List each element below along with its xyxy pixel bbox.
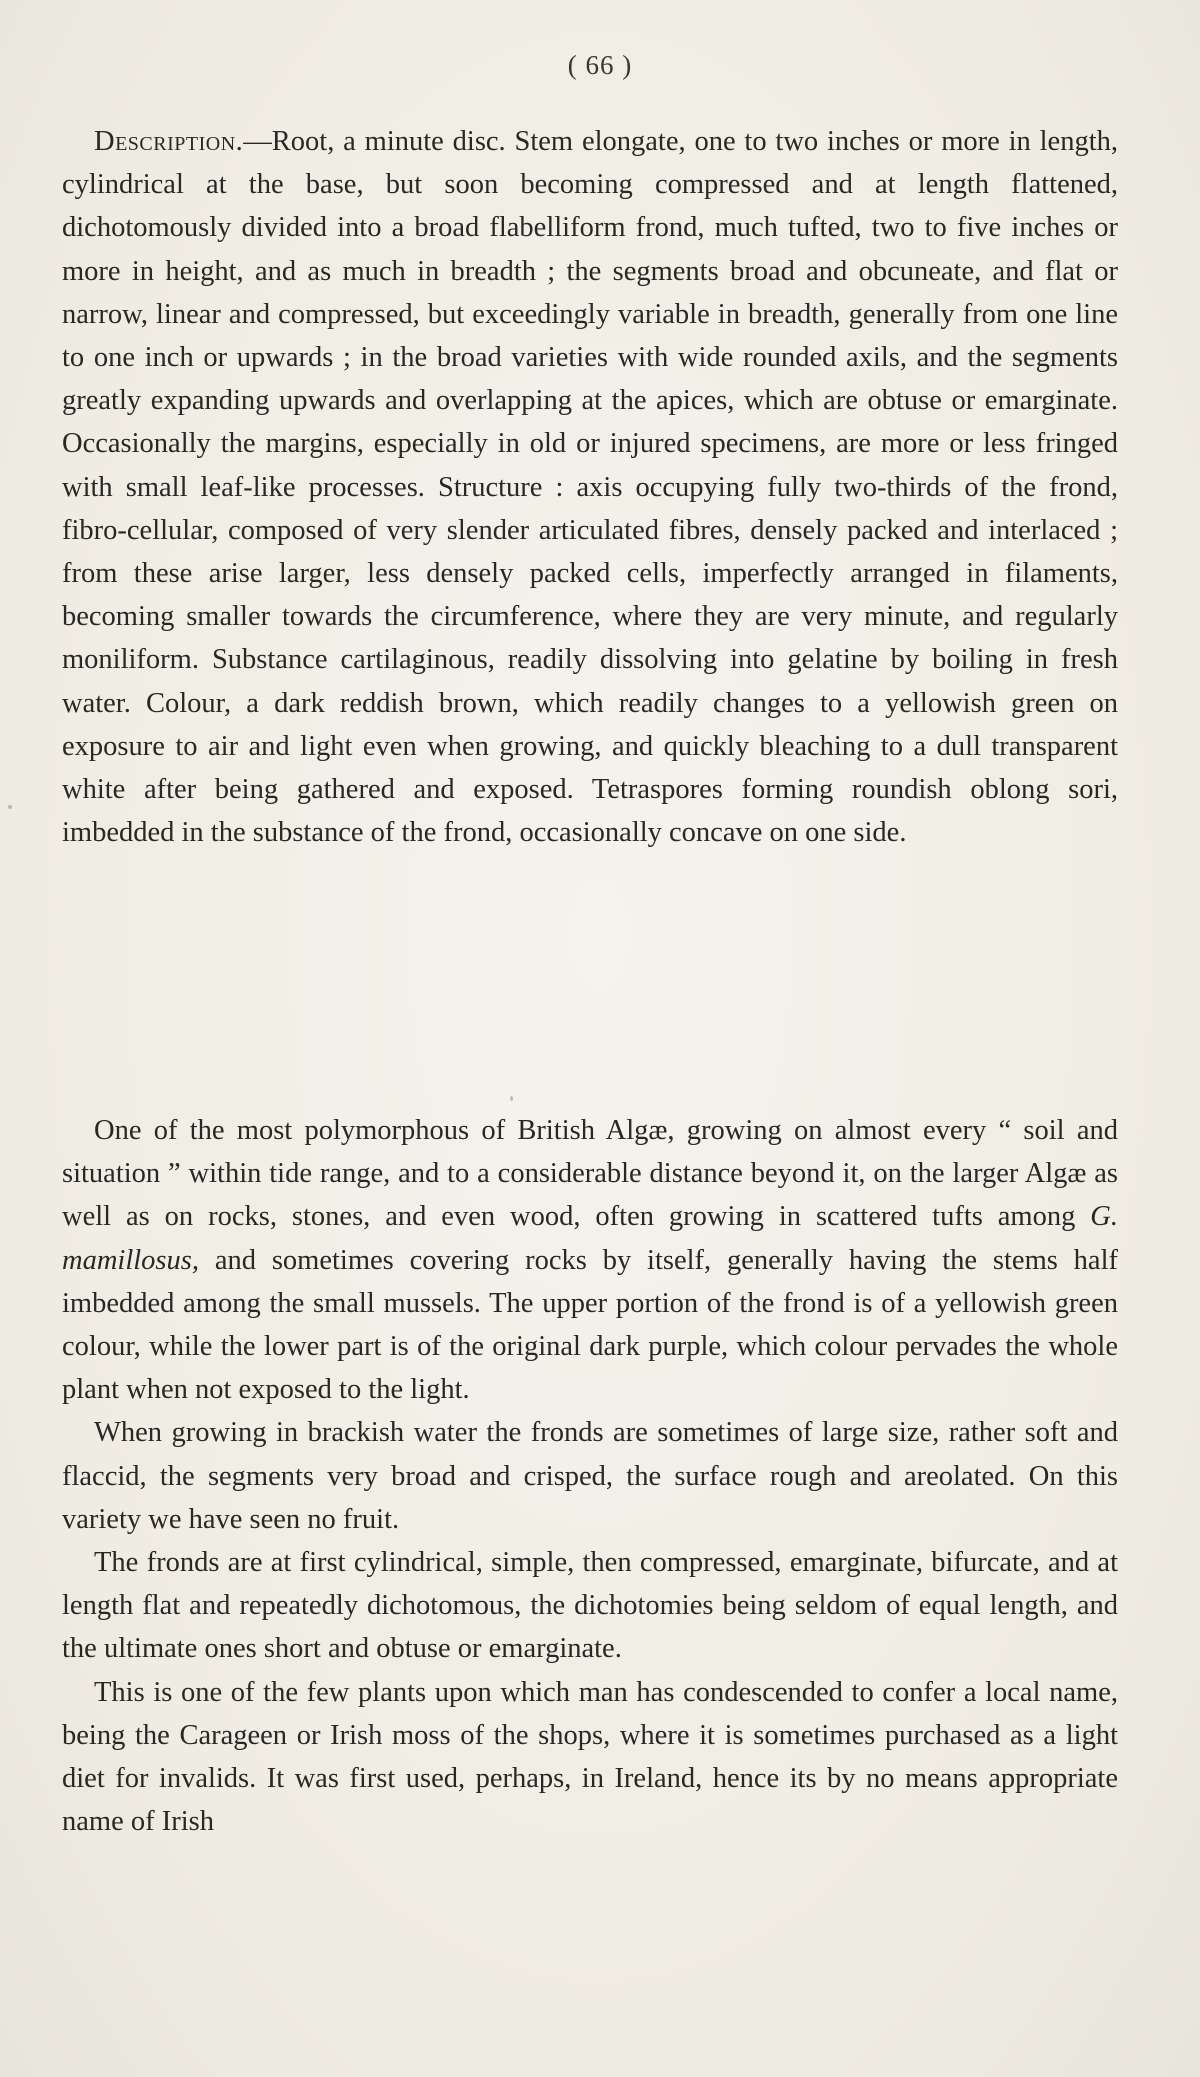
observation-paragraph-1-text-b: and sometimes covering rocks by itself, generally having the stems half imbedded among the small mussels. The upper portion of the frond is of a yellowish green colour, while the lower part is of the original dark purple, which colour pervades the whole plant when not exposed to the light. xyxy=(62,1244,1118,1406)
observation-paragraph-1 xyxy=(62,1109,1118,1411)
observation-paragraph-1-text-a: One of the most polymorphous of British Algæ, growing on almost every “ soil and situation ” within tide range, and to a considerable distance beyond it, on the larger Algæ as well as on rocks, stones, and even wood, often growing in scattered tufts among xyxy=(62,1115,1118,1233)
description-dash: — xyxy=(243,126,272,157)
description-text: Root, a minute disc. Stem elongate, one to two inches or more in length, cylindrical at the base, but soon becoming compressed and at length flattened, dichotomously divided into a broad flabelliform frond, much tufted, two to five inches or more in height, and as much in breadth ; the segments broad and obcuneate, and flat or narrow, linear and compressed, but exceedingly variable in breadth, generally from one line to one inch or upwards ; in the broad varieties with wide rounded axils, and the segments greatly expanding upwards and overlapping at the apices, which are obtuse or emarginate. Occasionally the margins, especially in old or injured specimens, are more or less fringed with small leaf-like processes. Structure : axis occupying fully two-thirds of the frond, fibro-cellular, composed of very slender articulated fibres, densely packed and interlaced ; from these arise larger, less densely packed cells, imperfectly arranged in filaments, becoming smaller towards the circumference, where they are very minute, and regularly moniliform. Substance cartilaginous, readily dissolving into gelatine by boiling in fresh water. Colour, a dark reddish brown, which readily changes to a yellowish green on exposure to air and light even when growing, and quickly bleaching to a dull transparent white after being gathered and exposed. Tetraspores forming roundish oblong sori, imbedded in the substance of the frond, occasionally concave on one side. xyxy=(62,126,1118,849)
paper-speck xyxy=(510,1096,513,1101)
paper-speck xyxy=(8,805,12,809)
description-paragraph xyxy=(62,120,1118,854)
observation-paragraph-2: When growing in brackish water the fronds are sometimes of large size, rather soft and flaccid, the segments very broad and crisped, the surface rough and areolated. On this variety we have seen no fruit. xyxy=(62,1417,1118,1535)
observation-paragraph-4: This is one of the few plants upon which man has condescended to confer a local name, being the Carageen or Irish moss of the shops, where it is sometimes purchased as a light diet for invalids. It was first used, perhaps, in Ireland, hence its by no means appropriate name of Irish xyxy=(62,1676,1118,1838)
observations-section xyxy=(62,1109,1118,1843)
description-section xyxy=(62,120,1118,854)
description-heading: Description. xyxy=(94,126,244,157)
page-number: ( 66 ) xyxy=(567,50,633,80)
species-name-italic: G. mamillosus, xyxy=(62,1201,1118,1276)
observation-paragraph-3: The fronds are at first cylindrical, simple, then compressed, emarginate, bifurcate, and at length flat and repeatedly dichotomous, the dichotomies being seldom of equal length, and the ultimate ones short and obtuse or emarginate. xyxy=(62,1547,1118,1665)
